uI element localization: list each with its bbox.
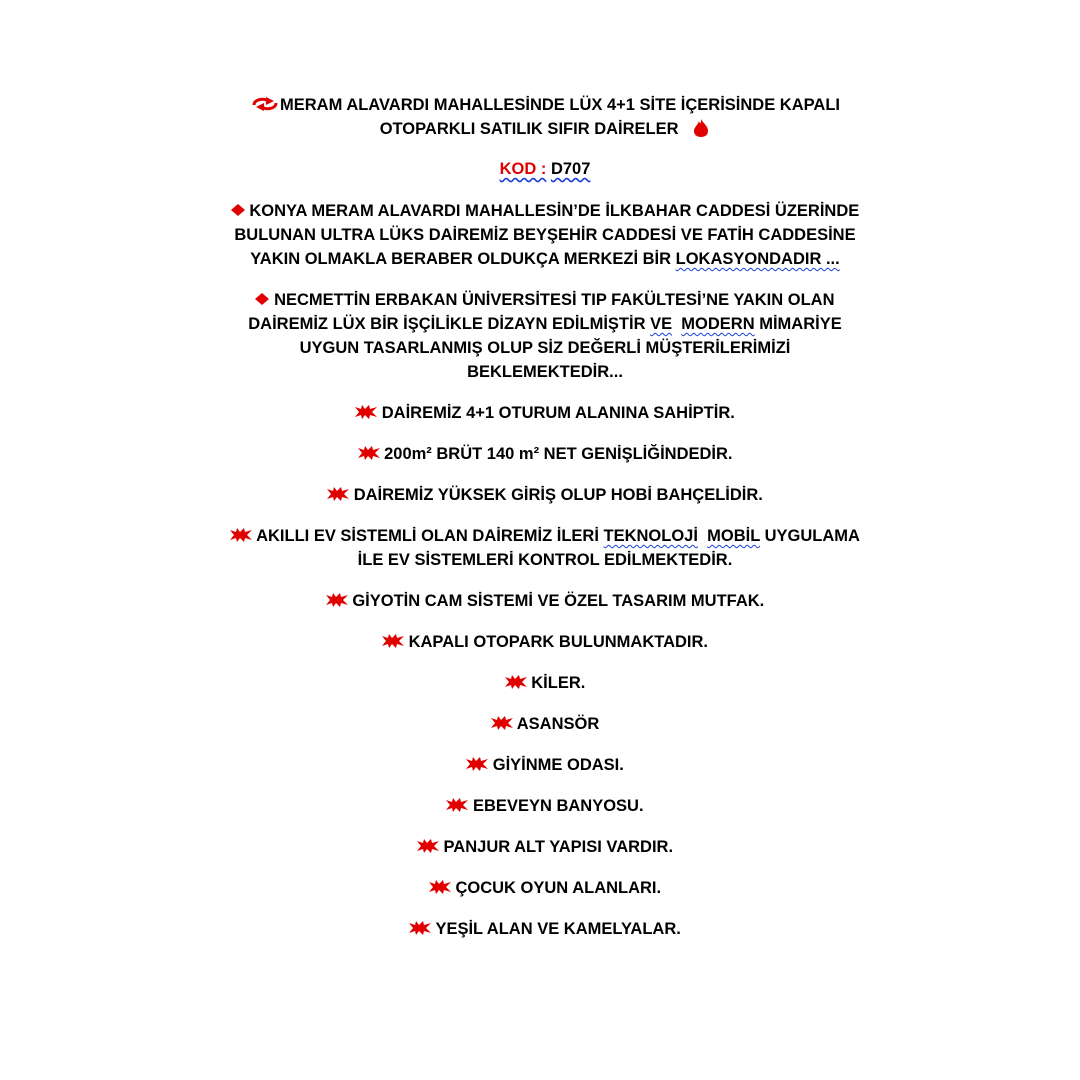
listing-code bbox=[130, 157, 960, 181]
feature-item bbox=[130, 876, 960, 900]
location-line-1: KONYA MERAM ALAVARDI MAHALLESİN’DE İLKBAHAR CADDESİ ÜZERİNDE bbox=[249, 202, 860, 220]
feature-text-smart-a: AKILLI EV SİSTEMLİ OLAN DAİREMİZ İLERİ bbox=[256, 527, 604, 545]
university-word-modern: MODERN bbox=[681, 315, 755, 333]
feature-item bbox=[130, 671, 960, 695]
feature-item bbox=[130, 483, 960, 507]
listing-title bbox=[130, 93, 960, 141]
red-burst-icon bbox=[429, 880, 451, 894]
feature-text: ASANSÖR bbox=[516, 715, 600, 733]
description-paragraph-university bbox=[130, 288, 960, 384]
red-burst-icon bbox=[466, 757, 488, 771]
description-paragraph-location bbox=[130, 199, 960, 271]
feature-item bbox=[130, 917, 960, 941]
red-burst-icon bbox=[358, 446, 380, 460]
university-word-ve: VE bbox=[650, 315, 673, 333]
location-line-2: BULUNAN ULTRA LÜKS DAİREMİZ BEYŞEHİR CADDESİ VE FATİH CADDESİNE bbox=[234, 226, 856, 244]
feature-text: KAPALI OTOPARK BULUNMAKTADIR. bbox=[408, 633, 709, 651]
feature-item bbox=[130, 524, 960, 572]
feature-item bbox=[130, 794, 960, 818]
red-burst-icon bbox=[230, 528, 252, 542]
feature-item bbox=[130, 442, 960, 466]
university-line-4: BEKLEMEKTEDİR... bbox=[467, 363, 623, 381]
university-line-2a: DAİREMİZ LÜX BİR İŞÇİLİKLE DİZAYN EDİLMİŞTİR bbox=[248, 315, 651, 333]
red-burst-icon bbox=[382, 634, 404, 648]
title-line-2: OTOPARKLI SATILIK SIFIR DAİRELER bbox=[379, 120, 679, 138]
red-burst-icon bbox=[505, 675, 527, 689]
feature-item bbox=[130, 712, 960, 736]
feature-item bbox=[130, 401, 960, 425]
feature-item bbox=[130, 630, 960, 654]
feature-item bbox=[130, 753, 960, 777]
feature-item bbox=[130, 589, 960, 613]
red-burst-icon bbox=[409, 921, 431, 935]
feature-text: ÇOCUK OYUN ALANLARI. bbox=[455, 879, 662, 897]
university-gap bbox=[672, 315, 681, 333]
feature-text: YEŞİL ALAN VE KAMELYALAR. bbox=[435, 920, 681, 938]
location-word-misspelled: LOKASYONDADIR ... bbox=[675, 250, 840, 268]
red-arrows-cycle-icon bbox=[250, 96, 280, 112]
feature-text: PANJUR ALT YAPISI VARDIR. bbox=[443, 838, 674, 856]
feature-item bbox=[130, 835, 960, 859]
feature-list bbox=[130, 401, 960, 941]
red-burst-icon bbox=[355, 405, 377, 419]
feature-gap bbox=[698, 527, 707, 545]
university-line-1: NECMETTİN ERBAKAN ÜNİVERSİTESİ TIP FAKÜLTESİ’NE YAKIN OLAN bbox=[274, 291, 835, 309]
red-burst-icon bbox=[446, 798, 468, 812]
feature-text: EBEVEYN BANYOSU. bbox=[473, 797, 644, 815]
feature-text-smart-e: UYGULAMA bbox=[759, 527, 860, 545]
feature-text: 200m² BRÜT 140 m² NET GENİŞLİĞİNDEDİR. bbox=[384, 445, 733, 463]
red-fire-drop-icon bbox=[692, 118, 710, 138]
listing-document bbox=[130, 93, 960, 941]
red-burst-icon bbox=[327, 487, 349, 501]
feature-text: DAİREMİZ 4+1 OTURUM ALANINA SAHİPTİR. bbox=[381, 404, 735, 422]
feature-word-mobil: MOBİL bbox=[707, 527, 760, 545]
feature-text: DAİREMİZ YÜKSEK GİRİŞ OLUP HOBİ BAHÇELİDİR. bbox=[353, 486, 763, 504]
title-line-1: MERAM ALAVARDI MAHALLESİNDE LÜX 4+1 SİTE İÇERİSİNDE KAPALI bbox=[280, 96, 840, 114]
red-burst-icon bbox=[491, 716, 513, 730]
university-line-3: UYGUN TASARLANMIŞ OLUP SİZ DEĞERLİ MÜŞTERİLERİMİZİ bbox=[299, 339, 791, 357]
location-line-3: YAKIN OLMAKLA BERABER OLDUKÇA MERKEZİ BİR bbox=[250, 250, 676, 268]
red-diamond-icon bbox=[231, 204, 245, 216]
feature-text-smart-f: İLE EV SİSTEMLERİ KONTROL EDİLMEKTEDİR. bbox=[357, 551, 733, 569]
feature-text: GİYOTİN CAM SİSTEMİ VE ÖZEL TASARIM MUTFAK. bbox=[352, 592, 765, 610]
red-diamond-icon bbox=[255, 293, 269, 305]
code-label: KOD : bbox=[499, 160, 547, 178]
university-line-2e: MİMARİYE bbox=[754, 315, 842, 333]
feature-text: KİLER. bbox=[531, 674, 586, 692]
code-value: D707 bbox=[550, 160, 591, 178]
feature-word-teknoloji: TEKNOLOJİ bbox=[603, 527, 698, 545]
red-burst-icon bbox=[417, 839, 439, 853]
feature-text: GİYİNME ODASI. bbox=[492, 756, 624, 774]
red-burst-icon bbox=[326, 593, 348, 607]
